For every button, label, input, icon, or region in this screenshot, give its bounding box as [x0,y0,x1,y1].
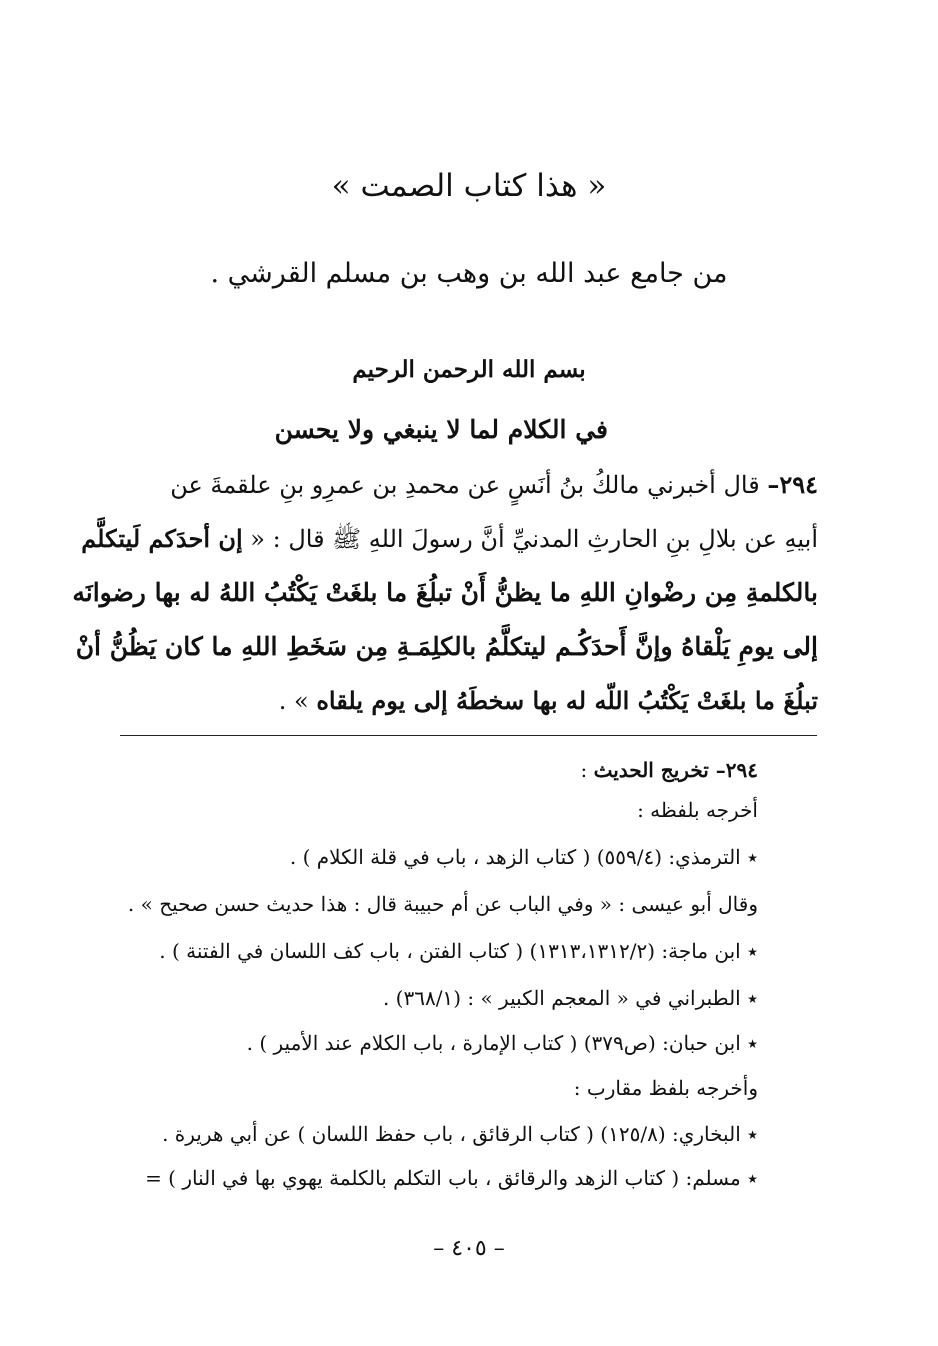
footnote-abu-isa: وقال أبو عيسى : « وفي الباب عن أم حبيبة قال : هذا حديث حسن صحيح » . [127,892,758,916]
footnote-intro-exact: أخرجه بلفظه : [637,798,758,822]
hadith-isnad: قال أخبرني مالكُ بنُ أنَسٍ عن محمدِ بن عمرِو بنِ علقمةَ عن [170,471,768,499]
footnote-tabarani: ٭ الطبراني في « المعجم الكبير » : (٣٦٨/١) . [382,986,758,1010]
hadith-line-1 [118,470,818,499]
footnote-bukhari: ٭ البخاري: (١٢٥/٨) ( كتاب الرقائق ، باب حفظ اللسان ) عن أبي هريرة . [162,1122,758,1146]
hadith-line-2 [81,524,818,559]
footnote-heading [580,758,758,782]
hadith-number: ٢٩٤– [767,470,818,499]
hadith-matn-end: تبلُغَ ما بلغَتْ يَكْتُبُ اللّه له بها سخطَهُ إلى يوم يلقاه [316,686,818,715]
source-line: من جامع عبد الله بن وهب بن مسلم القرشي . [210,258,728,289]
book-title: « هذا كتاب الصمت » [331,168,607,204]
hadith-closing: » . [278,687,317,715]
footnote-ibn-hibban: ٭ ابن حبان: (ص٣٧٩) ( كتاب الإمارة ، باب الكلام عند الأمير ) . [246,1031,758,1055]
footnote-tirmidhi: ٭ الترمذي: (٥٥٩/٤) ( كتاب الزهد ، باب في قلة الكلام ) . [289,845,758,869]
footnote-heading-colon: : [580,758,594,782]
hadith-isnad-cont: أبيهِ عن بلالِ بنِ الحارثِ المدنيِّ أنَّ رسولَ اللهِ ﷺ قال : « [242,525,818,553]
footnote-ibn-majah: ٭ ابن ماجة: (١٣١٣،١٣١٢/٢) ( كتاب الفتن ، باب كف اللسان في الفتنة ) . [159,939,758,963]
footnote-muslim: ٭ مسلم: ( كتاب الزهد والرقائق ، باب التكلم بالكلمة يهوي بها في النار ) = [145,1166,758,1190]
footnote-intro-similar: وأخرجه بلفظ مقارب : [573,1076,758,1100]
footnote-separator [120,735,817,736]
hadith-line-4: إلى يومِ يَلْقاهُ وإنَّ أَحدَكُـم ليتكلَّمُ بالكلِمَـةِ مِن سَخَطِ اللهِ ما كان يَظُنُّ أنْ [75,632,818,661]
hadith-line-5 [118,686,818,715]
chapter-heading: في الكلام لما لا ينبغي ولا يحسن [274,415,608,444]
hadith-matn-start: إن أحدَكم لَيتكلَّم [81,524,243,553]
basmala: بسم الله الرحمن الرحيم [352,356,586,383]
page-number: – ٤٠٥ – [433,1236,505,1261]
hadith-line-3: بالكلمةِ مِن رضْوانِ اللهِ ما يظنُّ أَنْ تبلُغَ ما بلغَتْ يَكْتُبُ اللهُ له بها رضوانَه [72,578,818,607]
footnote-heading-label: ٢٩٤– تخريج الحديث [593,758,758,782]
